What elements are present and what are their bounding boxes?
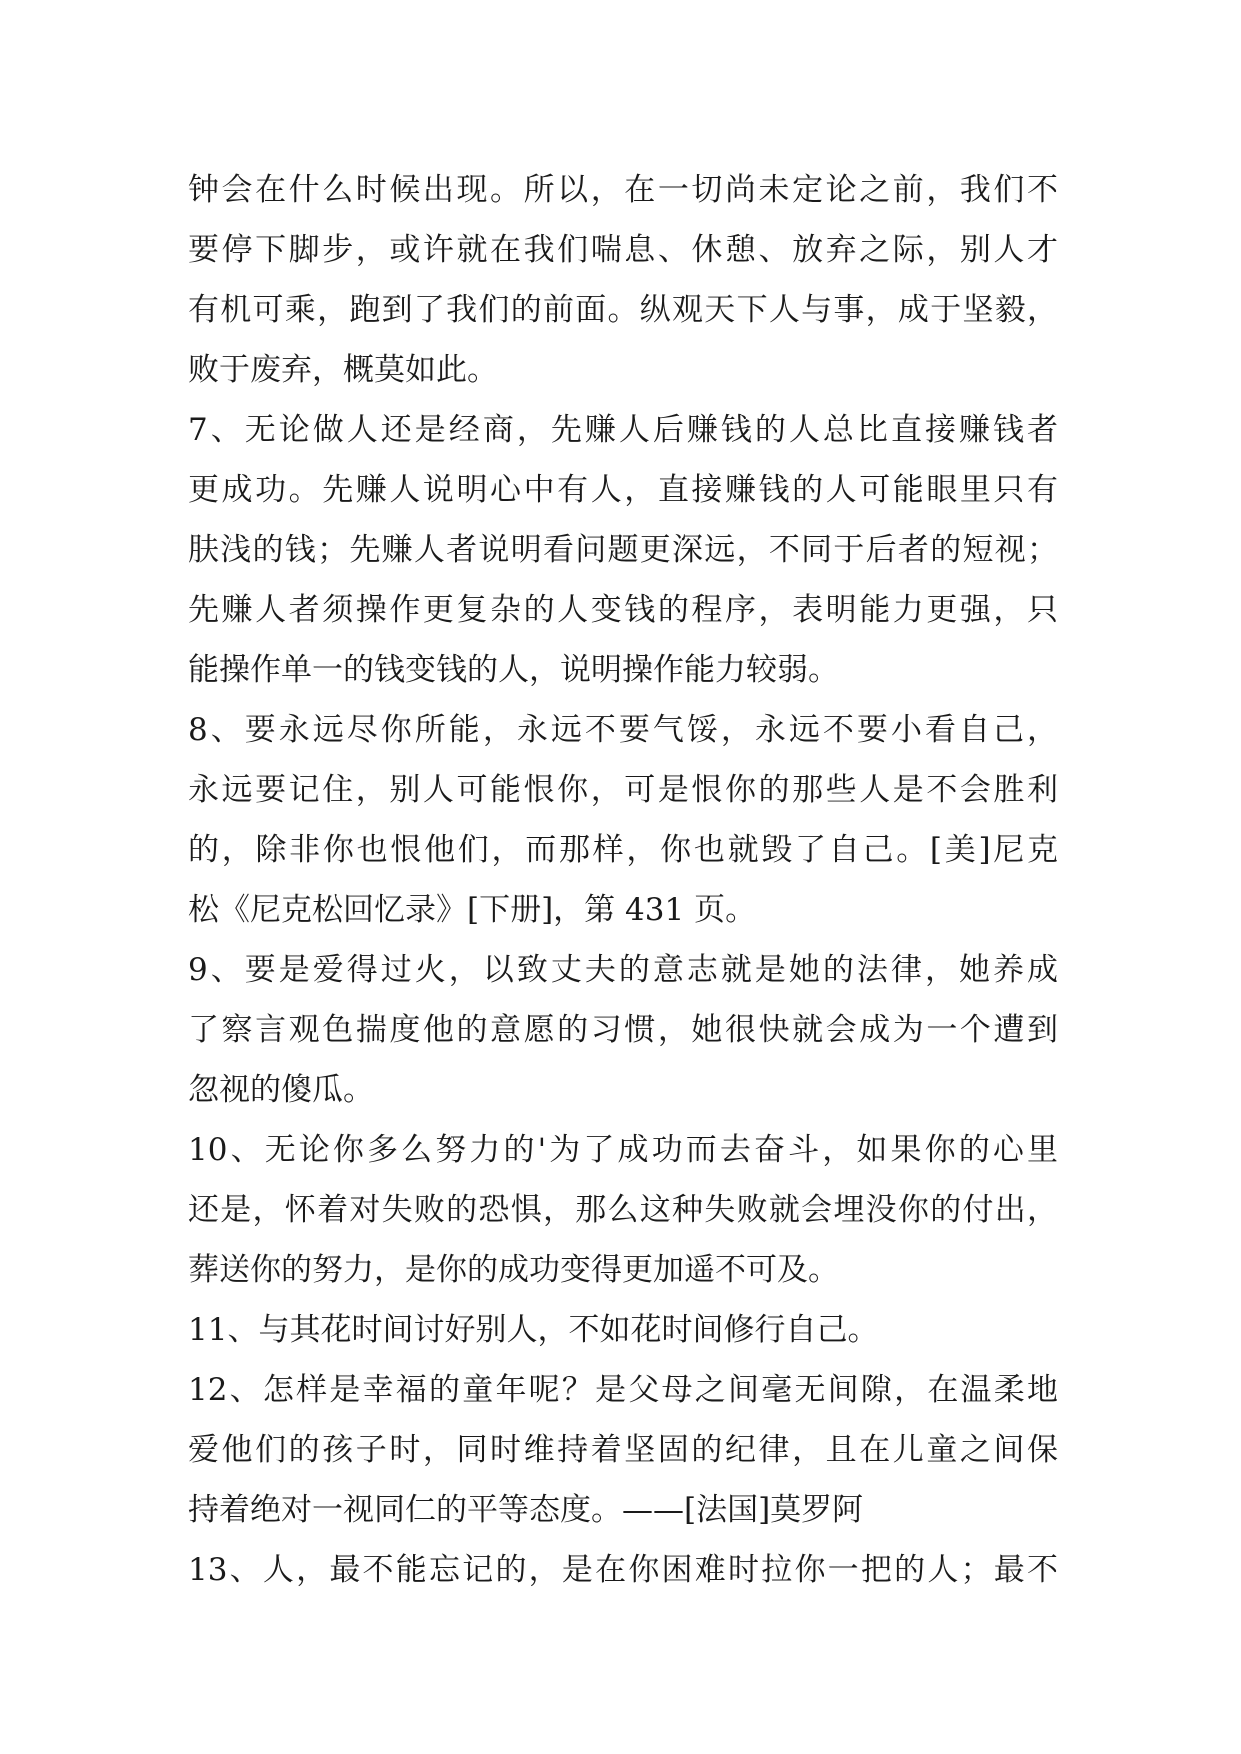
paragraph-item-12 (188, 1360, 1058, 1540)
text-line: 9、要是爱得过火，以致丈夫的意志就是她的法律，她养成 (188, 952, 1058, 988)
document-body (188, 160, 1058, 1600)
paragraph-item-9 (188, 940, 1058, 1120)
text-line: 10、无论你多么努力的'为了成功而去奋斗，如果你的心里 (188, 1132, 1058, 1168)
text-line: 能操作单一的钱变钱的人，说明操作能力较弱。 (188, 652, 839, 688)
paragraph-item-11 (188, 1300, 1058, 1360)
text-line: 忽视的傻瓜。 (188, 1072, 374, 1108)
text-line: 松《尼克松回忆录》[下册]，第 431 页。 (188, 892, 757, 928)
text-line: 12、怎样是幸福的童年呢？是父母之间毫无间隙，在温柔地 (188, 1372, 1058, 1408)
text-line: 要停下脚步，或许就在我们喘息、休憩、放弃之际，别人才 (188, 232, 1058, 268)
paragraph (188, 160, 1058, 400)
text-line: 8、要永远尽你所能，永远不要气馁，永远不要小看自己， (188, 712, 1058, 748)
text-line: 更成功。先赚人说明心中有人，直接赚钱的人可能眼里只有 (188, 472, 1058, 508)
text-line: 永远要记住，别人可能恨你，可是恨你的那些人是不会胜利 (188, 772, 1058, 808)
text-line: 了察言观色揣度他的意愿的习惯，她很快就会成为一个遭到 (188, 1012, 1058, 1048)
paragraph-item-7 (188, 400, 1058, 700)
text-line: 肤浅的钱；先赚人者说明看问题更深远，不同于后者的短视； (188, 532, 1058, 568)
paragraph-item-8 (188, 700, 1058, 940)
text-line: 11、与其花时间讨好别人，不如花时间修行自己。 (188, 1312, 879, 1348)
text-line: 的，除非你也恨他们，而那样，你也就毁了自己。[美]尼克 (188, 832, 1058, 868)
text-line: 钟会在什么时候出现。所以，在一切尚未定论之前，我们不 (188, 172, 1058, 208)
text-line: 有机可乘，跑到了我们的前面。纵观天下人与事，成于坚毅， (188, 292, 1058, 328)
text-line: 爱他们的孩子时，同时维持着坚固的纪律，且在儿童之间保 (188, 1432, 1058, 1468)
text-line: 7、无论做人还是经商，先赚人后赚钱的人总比直接赚钱者 (188, 412, 1058, 448)
paragraph-item-10 (188, 1120, 1058, 1300)
text-line: 败于废弃，概莫如此。 (188, 352, 498, 388)
text-line: 葬送你的努力，是你的成功变得更加遥不可及。 (188, 1252, 839, 1288)
paragraph-item-13 (188, 1540, 1058, 1600)
text-line: 13、人，最不能忘记的，是在你困难时拉你一把的人；最不 (188, 1552, 1058, 1588)
text-line: 还是，怀着对失败的恐惧，那么这种失败就会埋没你的付出， (188, 1192, 1058, 1228)
text-line: 先赚人者须操作更复杂的人变钱的程序，表明能力更强，只 (188, 592, 1058, 628)
text-line: 持着绝对一视同仁的平等态度。——[法国]莫罗阿 (188, 1492, 864, 1528)
